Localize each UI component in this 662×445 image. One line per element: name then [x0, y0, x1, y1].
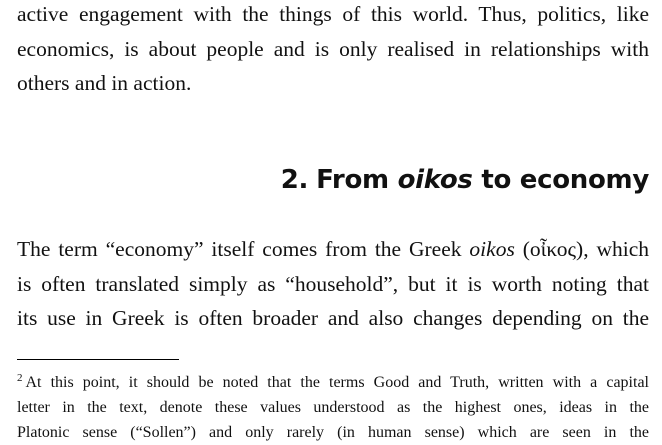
paragraph-top: [17, 0, 649, 101]
section-number: 2.: [280, 165, 309, 195]
section-heading: [281, 160, 649, 200]
paragraph-line: active engagement with the things of this world. Thus, politics, like: [17, 2, 649, 26]
paragraph-line: economics, is about people and is only realised in relationships with: [17, 36, 649, 61]
footnote: [17, 370, 649, 445]
heading-word-from: From: [316, 165, 389, 195]
line-end: (οἶκος), which: [522, 237, 650, 261]
footnote-divider: [17, 359, 179, 360]
heading-word-rest: to economy: [481, 165, 649, 195]
paragraph-line: its use in Greek is often broader and also changes depending on the: [17, 306, 649, 330]
footnote-line: [17, 370, 649, 395]
footnote-line: letter in the text, denote these values understood as the highest ones, ideas in the: [17, 399, 649, 416]
line-start: The term “economy” itself comes from the Greek: [17, 237, 462, 261]
heading-italic-term: oikos: [397, 165, 473, 195]
footnote-line: Platonic sense (“Sollen”) and only rarely (in human sense) which are seen in the: [17, 424, 649, 441]
footnote-text: At this point, it should be noted that the terms Good and Truth, written with a capital: [25, 374, 649, 391]
paragraph-line: others and in action.: [17, 71, 192, 95]
footnote-marker: 2: [17, 372, 23, 384]
italic-term: oikos: [469, 237, 515, 261]
paragraph-main: [17, 232, 649, 336]
paragraph-line: is often translated simply as “household”, but it is worth noting that: [17, 271, 649, 296]
paragraph-line: [17, 232, 649, 267]
